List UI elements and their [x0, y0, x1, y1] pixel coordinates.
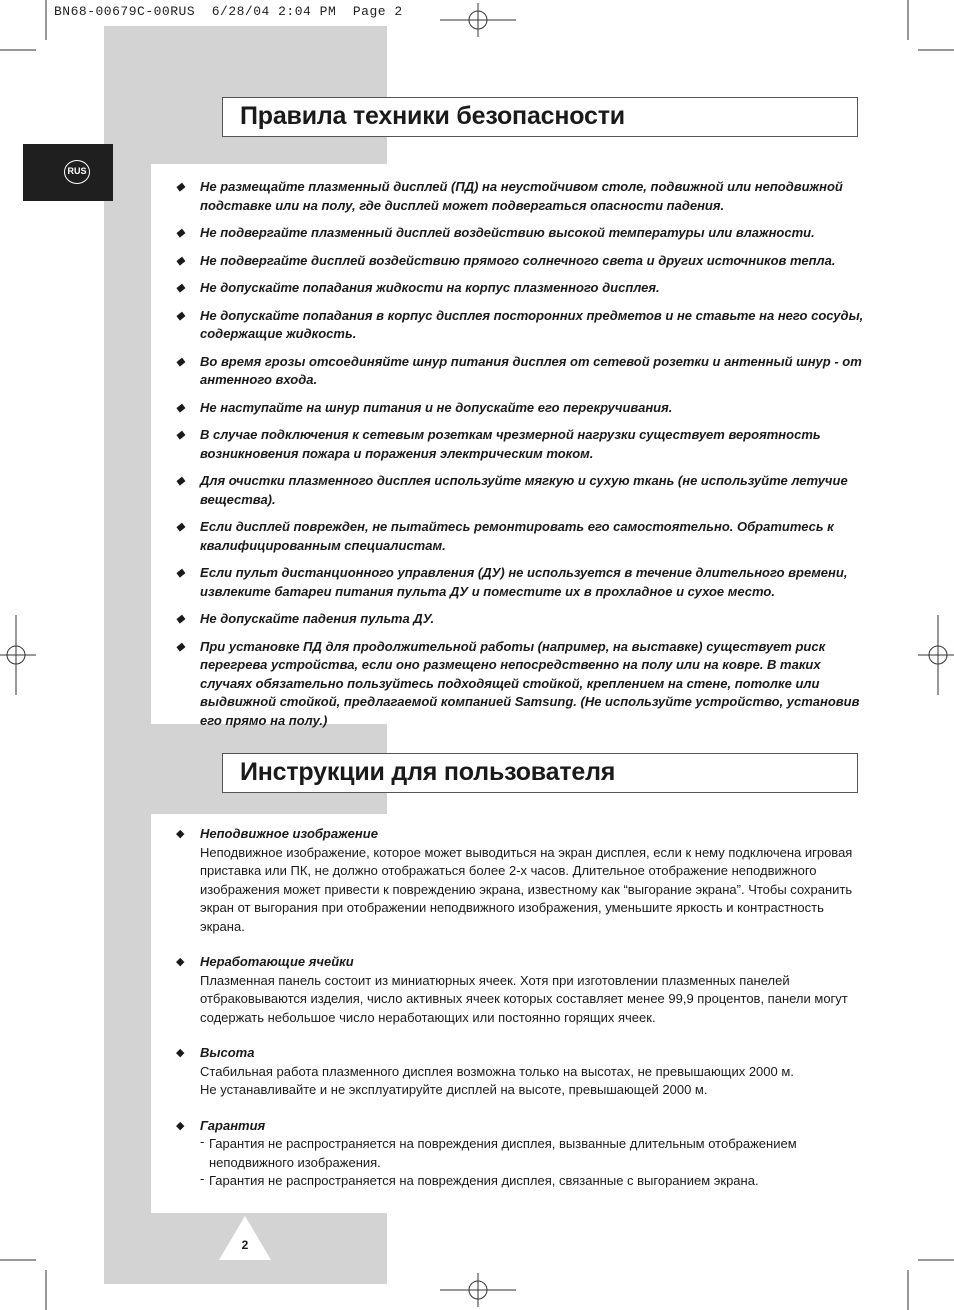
list-item: ◆ Не подвергайте плазменный дисплей воздействию высокой температуры или влажности.: [176, 224, 866, 243]
list-item: [176, 953, 866, 1027]
item-heading: Неподвижное изображение: [200, 826, 378, 841]
item-heading: Гарантия: [200, 1117, 266, 1133]
bullet-icon: ◆: [176, 640, 185, 653]
safety-list: [176, 178, 866, 739]
bullet-icon: ◆: [176, 828, 185, 840]
bullet-icon: ◆: [176, 956, 185, 968]
list-item: ◆ Если дисплей поврежден, не пытайтесь ремонтировать его самостоятельно. Обратитесь к квалифицированным специалистам.: [176, 519, 834, 553]
list-item: ◆ При установке ПД для продолжительной работы (например, на выставке) существует риск перегрева устройства, если оно размещено непосредственно на полу или на ковре. В таких случаях обязательно пользуйтесь подходящей стойкой, креплением на стене, потолке или выдвижной стойкой, предлагаемой компанией Samsung. (Не используйте устройство, установив его прямо на полу.): [176, 638, 860, 728]
page-number: 2: [241, 1238, 249, 1252]
instructions-title: Инструкции для пользователя: [240, 758, 616, 786]
list-item: ◆ Не подвергайте дисплей воздействию прямого солнечного света и других источников тепла.: [176, 252, 866, 271]
bullet-icon: ◆: [176, 282, 185, 294]
item-text-line: Стабильная работа плазменного дисплея возможна только на высотах, не превышающих 2000 м.: [200, 1063, 794, 1079]
bullet-icon: ◆: [176, 401, 185, 414]
list-item: ◆ В случае подключения к сетевым розеткам чрезмерной нагрузки существует вероятность возникновения пожара и поражения электрическим током.: [176, 427, 821, 461]
safety-title-box: [222, 97, 858, 137]
list-item: ◆ Не допускайте попадания жидкости на корпус плазменного дисплея.: [176, 279, 866, 298]
bullet-icon: ◆: [176, 1119, 185, 1132]
bullet-icon: ◆: [176, 567, 185, 579]
list-item: [176, 1117, 866, 1191]
instructions-list: [176, 825, 866, 1208]
list-item: ◆ Не размещайте плазменный дисплей (ПД) на неустойчивом столе, подвижной или неподвижной подставке или на полу, где дисплей может подвергаться опасности падения.: [176, 179, 843, 213]
bullet-icon: ◆: [176, 429, 185, 441]
item-heading: Высота: [200, 1045, 255, 1060]
item-text: Плазменная панель состоит из миниатюрных ячеек. Хотя при изготовлении плазменных панелей отбраковываются изделия, число активных ячеек которых составляет менее 99,9 процентов, панели могут содержать небольшое число неработающих или постоянно горящих ячеек.: [200, 972, 848, 1025]
list-item: ◆ Если пульт дистанционного управления (ДУ) не используется в течение длительного времени, извлеките батареи питания пульта ДУ и поместите их в прохладное и сухое место.: [176, 565, 848, 599]
bullet-icon: ◆: [176, 521, 185, 533]
dash-item: - Гарантия не распространяется на повреждения дисплея, вызванные длительным отображением неподвижного изображения.: [200, 1135, 866, 1172]
bullet-icon: ◆: [176, 254, 185, 267]
bullet-icon: ◆: [176, 475, 185, 487]
bullet-icon: ◆: [176, 355, 185, 368]
language-badge: RUS: [64, 160, 90, 184]
item-text: Неподвижное изображение, которое может выводиться на экран дисплея, если к нему подключена игровая приставка или ПК, не должно отображаться более 2-х часов. Длительное отображение неподвижного изображения может привести к повреждению экрана, известному как “выгорание экрана”. Чтобы сохранить экран от выгорания при отображении неподвижного изображения, уменьшите яркость и контрастность экрана.: [200, 844, 853, 934]
bullet-icon: ◆: [176, 1047, 185, 1059]
list-item: [176, 825, 866, 936]
list-item: ◆ Не наступайте на шнур питания и не допускайте его перекручивания.: [176, 399, 866, 418]
list-item: ◆ Не допускайте попадания в корпус дисплея посторонних предметов и не ставьте на него сосуды, содержащие жидкость.: [176, 307, 864, 341]
item-heading: Неработающие ячейки: [200, 954, 354, 969]
safety-title: Правила техники безопасности: [240, 102, 625, 130]
bullet-icon: ◆: [176, 613, 185, 625]
print-header: BN68-00679C-00RUS 6/28/04 2:04 PM Page 2: [54, 4, 403, 19]
bullet-icon: ◆: [176, 181, 185, 193]
item-text-line: Не устанавливайте и не эксплуатируйте дисплей на высоте, превышающей 2000 м.: [200, 1082, 708, 1097]
bullet-icon: ◆: [176, 227, 185, 239]
list-item: [176, 1044, 866, 1100]
list-item: ◆ Для очистки плазменного дисплея используйте мягкую и сухую ткань (не используйте летучие вещества).: [176, 473, 848, 507]
list-item: ◆ Не допускайте падения пульта ДУ.: [176, 610, 866, 629]
list-item: ◆ Во время грозы отсоединяйте шнур питания дисплея от сетевой розетки и антенный шнур - от антенного входа.: [176, 353, 862, 387]
dash-item: - Гарантия не распространяется на повреждения дисплея, связанные с выгоранием экрана.: [200, 1172, 866, 1191]
instructions-title-box: [222, 753, 858, 793]
bullet-icon: ◆: [176, 309, 185, 322]
